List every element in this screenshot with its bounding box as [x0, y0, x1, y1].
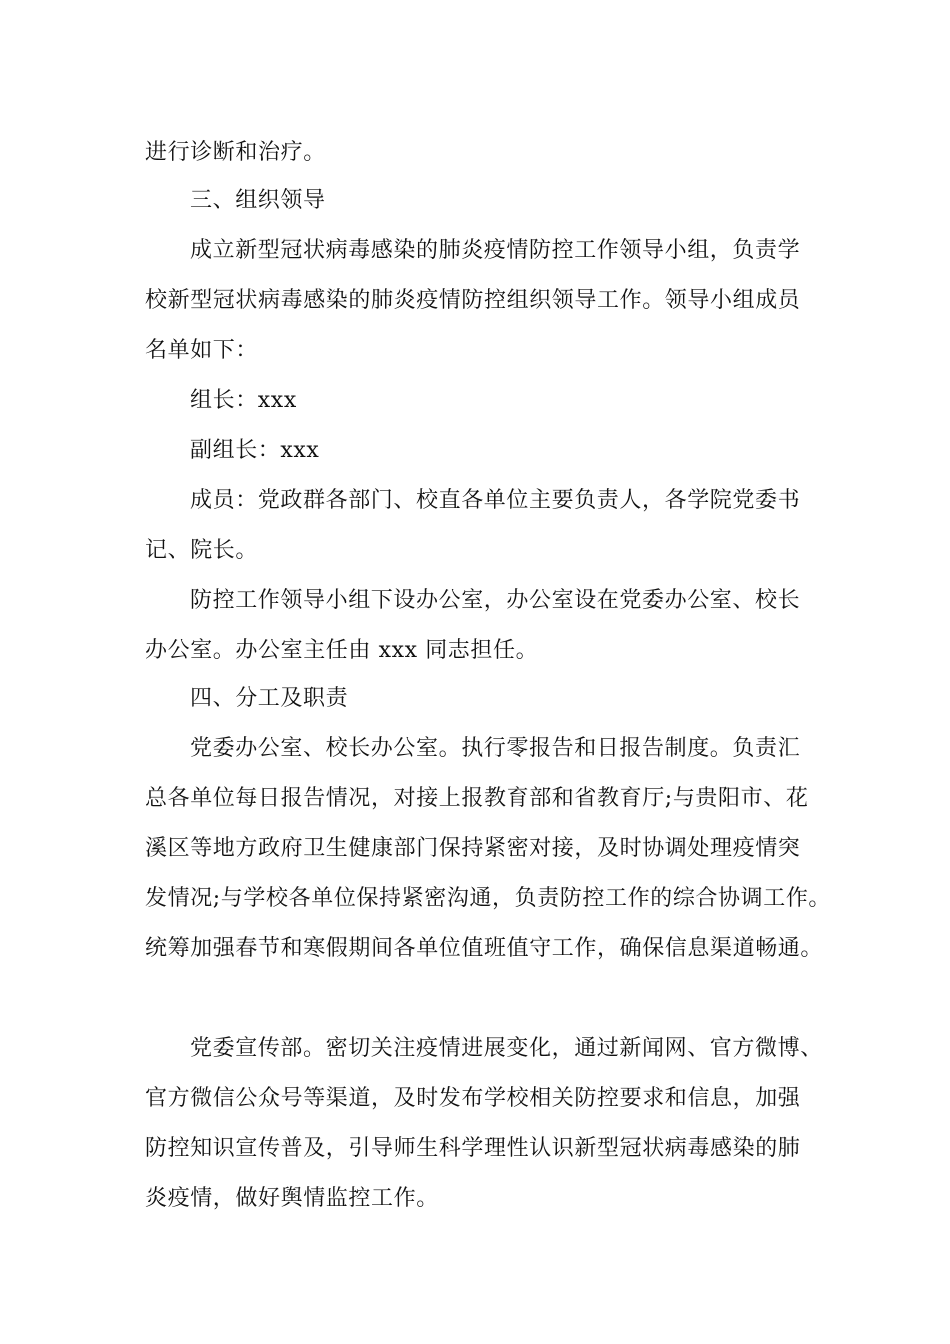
paragraph-line: 校新型冠状病毒感染的肺炎疫情防控组织领导工作。领导小组成员: [145, 288, 801, 313]
deputy-leader-line: 副组长：xxx: [190, 438, 320, 463]
paragraph-line: 党委办公室、校长办公室。执行零报告和日报告制度。负责汇: [190, 736, 801, 761]
paragraph-line: 防控知识宣传普及，引导师生科学理性认识新型冠状病毒感染的肺: [145, 1136, 801, 1161]
paragraph-line: 官方微信公众号等渠道，及时发布学校相关防控要求和信息，加强: [145, 1086, 801, 1111]
paragraph-line: 党委宣传部。密切关注疫情进展变化，通过新闻网、官方微博、: [190, 1036, 823, 1061]
paragraph-line: 办公室。办公室主任由 xxx 同志担任。: [145, 638, 539, 663]
paragraph-line: 记、院长。: [145, 538, 259, 563]
paragraph-line: 发情况;与学校各单位保持紧密沟通，负责防控工作的综合协调工作。: [145, 886, 832, 911]
paragraph-line: 成立新型冠状病毒感染的肺炎疫情防控工作领导小组，负责学: [190, 238, 801, 263]
paragraph-line: 溪区等地方政府卫生健康部门保持紧密对接，及时协调处理疫情突: [145, 836, 801, 861]
paragraph-line: 防控工作领导小组下设办公室，办公室设在党委办公室、校长: [190, 588, 801, 613]
members-line: 成员：党政群各部门、校直各单位主要负责人，各学院党委书: [190, 488, 801, 513]
paragraph-line: 炎疫情，做好舆情监控工作。: [145, 1186, 439, 1211]
paragraph-line: 进行诊断和治疗。: [145, 140, 326, 165]
paragraph-line: 名单如下：: [145, 338, 259, 363]
section-heading-duties: 四、分工及职责: [190, 686, 349, 711]
paragraph-line: 统筹加强春节和寒假期间各单位值班值守工作，确保信息渠道畅通。: [145, 936, 824, 961]
section-heading-organization: 三、组织领导: [190, 188, 326, 213]
team-leader-line: 组长：xxx: [190, 388, 297, 413]
paragraph-line: 总各单位每日报告情况，对接上报教育部和省教育厅;与贵阳市、花: [145, 786, 809, 811]
